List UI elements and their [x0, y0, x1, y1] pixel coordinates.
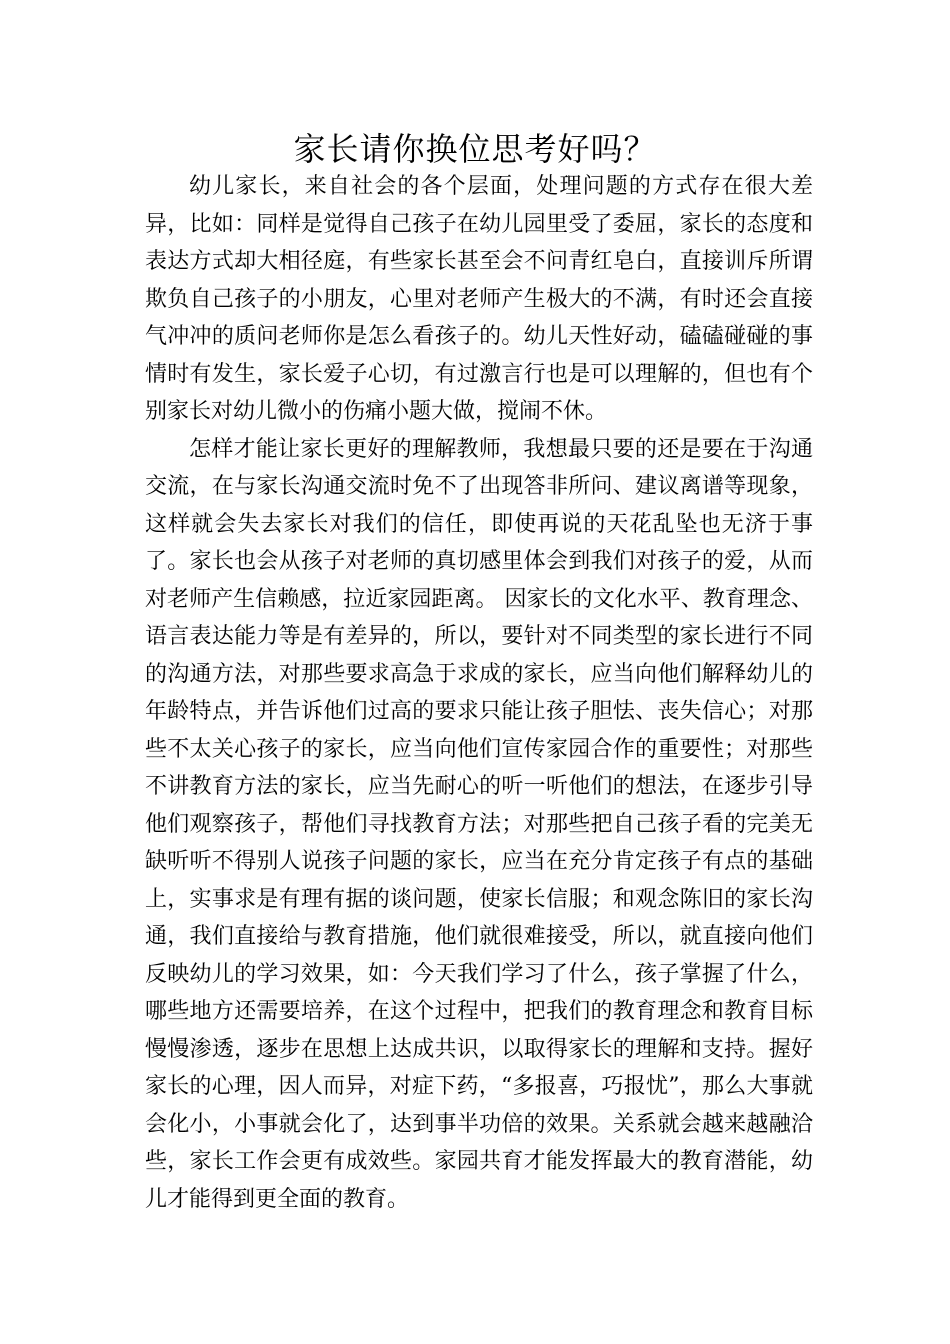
- document-body: [145, 168, 813, 1218]
- paragraph-2: 怎样才能让家长更好的理解教师，我想最只要的还是要在于沟通交流，在与家长沟通交流时免不了出现答非所问、建议离谱等现象，这样就会失去家长对我们的信任，即使再说的天花乱坠也无济于事了。家长也会从孩子对老师的真切感里体会到我们对孩子的爱，从而对老师产生信赖感，拉近家园距离。 因家长的文化水平、教育理念、语言表达能力等是有差异的，所以，要针对不同类型的家长进行不同的沟通方法，对那些要求高急于求成的家长，应当向他们解释幼儿的年龄特点，并告诉他们过高的要求只能让孩子胆怯、丧失信心；对那些不太关心孩子的家长，应当向他们宣传家园合作的重要性；对那些不讲教育方法的家长，应当先耐心的听一听他们的想法，在逐步引导他们观察孩子，帮他们寻找教育方法；对那些把自己孩子看的完美无缺听听不得别人说孩子问题的家长，应当在充分肯定孩子有点的基础上，实事求是有理有据的谈问题，使家长信服；和观念陈旧的家长沟通，我们直接给与教育措施，他们就很难接受，所以，就直接向他们反映幼儿的学习效果，如：今天我们学习了什么，孩子掌握了什么，哪些地方还需要培养，在这个过程中，把我们的教育理念和教育目标慢慢渗透，逐步在思想上达成共识，以取得家长的理解和支持。握好家长的心理，因人而异，对症下药，“多报喜，巧报忧”，那么大事就会化小，小事就会化了，达到事半功倍的效果。关系就会越来越融洽些，家长工作会更有成效些。家园共育才能发挥最大的教育潜能，幼儿才能得到更全面的教育。: [145, 436, 813, 1212]
- document-title: 家长请你换位思考好吗？: [293, 130, 657, 168]
- paragraph-1: 幼儿家长，来自社会的各个层面，处理问题的方式存在很大差异，比如：同样是觉得自己孩子在幼儿园里受了委屈，家长的态度和表达方式却大相径庭，有些家长甚至会不问青红皂白，直接训斥所谓欺负自己孩子的小朋友，心里对老师产生极大的不满，有时还会直接气冲冲的质问老师你是怎么看孩子的。幼儿天性好动，磕磕碰碰的事情时有发生，家长爱子心切，有过激言行也是可以理解的，但也有个别家长对幼儿微小的伤痛小题大做，搅闹不休。: [145, 174, 813, 424]
